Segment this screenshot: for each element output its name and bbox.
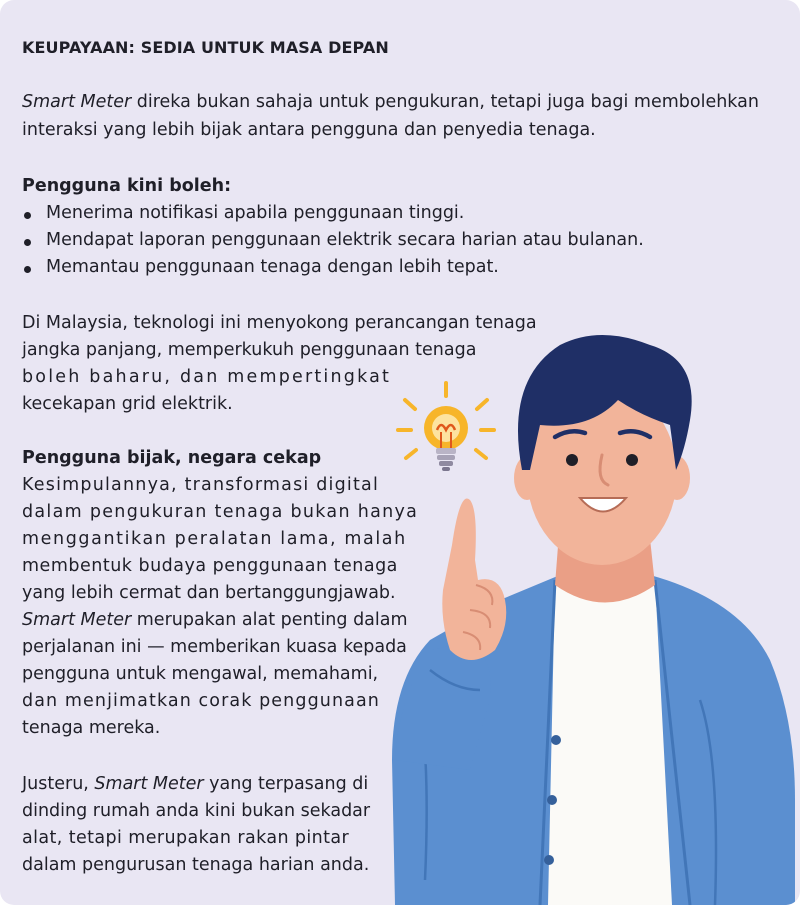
- closing-line-4: dalam pengurusan tenaga harian anda.: [22, 855, 370, 875]
- conclusion-line-1: Kesimpulannya, transformasi digital: [22, 475, 380, 495]
- smart-meter-term: Smart Meter: [22, 610, 132, 630]
- closing-line-2: dinding rumah anda kini bukan sekadar: [22, 801, 371, 821]
- intro-line-2: interaksi yang lebih bijak antara pengguna dan penyedia tenaga.: [22, 120, 596, 140]
- pointing-hand: [442, 498, 506, 660]
- bullet-dot: [24, 266, 31, 273]
- conclusion-line-2: dalam pengukuran tenaga bukan hanya: [22, 502, 419, 522]
- conclusion-line-6: [22, 612, 408, 630]
- smart-meter-term: Smart Meter: [94, 774, 204, 794]
- bullet-item: Memantau penggunaan tenaga dengan lebih tepat.: [46, 257, 499, 277]
- malaysia-line-2: jangka panjang, memperkukuh penggunaan tenaga: [22, 340, 477, 360]
- section2-title: Pengguna bijak, negara cekap: [22, 448, 322, 468]
- malaysia-line-4: kecekapan grid elektrik.: [22, 394, 233, 414]
- conclusion-line-6-text: merupakan alat penting dalam: [131, 610, 408, 630]
- closing-prefix: Justeru,: [22, 774, 95, 794]
- closing-line-1: [22, 776, 368, 794]
- bulb-shape: [424, 406, 468, 471]
- closing-line-3: alat, tetapi merupakan rakan pintar: [22, 828, 350, 848]
- bullet-item: Mendapat laporan penggunaan elektrik secara harian atau bulanan.: [46, 230, 644, 250]
- intro-line-1-text: direka bukan sahaja untuk pengukuran, tetapi juga bagi membolehkan: [131, 92, 759, 112]
- conclusion-line-5: yang lebih cermat dan bertanggungjawab.: [22, 583, 396, 603]
- bullet-item: Menerima notifikasi apabila penggunaan tinggi.: [46, 203, 465, 223]
- closing-suffix: yang terpasang di: [203, 774, 369, 794]
- users-title: Pengguna kini boleh:: [22, 176, 232, 196]
- bullet-dot: [24, 239, 31, 246]
- conclusion-line-4: membentuk budaya penggunaan tenaga: [22, 556, 398, 576]
- smart-meter-term: Smart Meter: [22, 92, 132, 112]
- malaysia-line-3: boleh baharu, dan mempertingkat: [22, 367, 392, 387]
- shirt: [548, 580, 672, 905]
- conclusion-line-7: perjalanan ini — memberikan kuasa kepada: [22, 637, 407, 657]
- conclusion-line-8: pengguna untuk mengawal, memahami,: [22, 664, 379, 684]
- malaysia-line-1: Di Malaysia, teknologi ini menyokong perancangan tenaga: [22, 313, 537, 333]
- section-heading: KEUPAYAAN: SEDIA UNTUK MASA DEPAN: [22, 38, 389, 57]
- conclusion-line-3: menggantikan peralatan lama, malah: [22, 529, 407, 549]
- intro-line-1: [22, 94, 759, 112]
- conclusion-line-10: tenaga mereka.: [22, 718, 161, 738]
- conclusion-line-9: dan menjimatkan corak penggunaan: [22, 691, 381, 711]
- bullet-dot: [24, 212, 31, 219]
